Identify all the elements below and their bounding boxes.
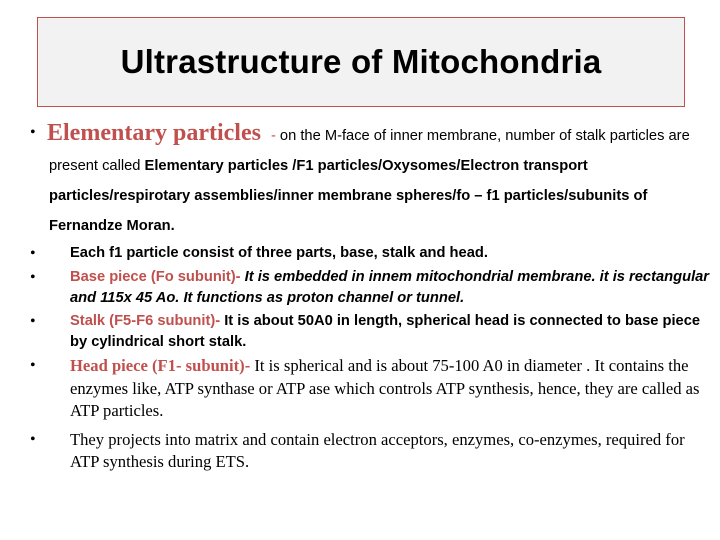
bullet-item-base-piece (30, 267, 710, 309)
bullet-marker: • (30, 245, 36, 262)
bullet-item-head-piece (30, 355, 710, 423)
bullet-bold-text: Elementary particles /F1 particles/Oxysomes/Electron transport particles/respirotary assemblies/inner membrane spheres/fo – f1 particles/subunits of Fernandze Moran. (49, 158, 648, 234)
bullet-item-elementary-particles (30, 118, 710, 241)
bullet-list (30, 118, 710, 474)
bullet-heading: Head piece (F1- subunit)- (70, 356, 251, 375)
bullet-item-f1-particle (30, 243, 710, 264)
bullet-heading: Base piece (Fo subunit)- (70, 269, 241, 285)
bullet-text: on the M-face of inner membrane, number of stalk particles are present called (49, 128, 690, 174)
bullet-marker: • (30, 430, 36, 448)
slide-title: Ultrastructure of Mitochondria (120, 43, 602, 80)
bullet-marker: • (30, 313, 36, 330)
bullet-text: It is embedded in innem mitochondrial membrane. it is rectangular and 115x 45 Ao. It functions as proton channel or tunnel. (70, 269, 710, 306)
bullet-text: They projects into matrix and contain electron acceptors, enzymes, co-enzymes, required for ATP synthesis during ETS. (70, 429, 685, 471)
title-box (37, 17, 685, 107)
bullet-heading: Stalk (F5-F6 subunit)- (70, 313, 221, 329)
bullet-marker: • (30, 357, 36, 374)
bullet-text: It is spherical and is about 75-100 A0 in diameter . It contains the enzymes like, ATP synthase or ATP ase which controls ATP synthesis, hence, they are called as ATP particles. (70, 356, 700, 420)
heading-dash: - (270, 128, 276, 144)
bullet-heading: Elementary particles (47, 120, 261, 146)
bullet-marker: • (30, 124, 36, 141)
bullet-text: Each f1 particle consist of three parts, base, stalk and head. (70, 245, 488, 261)
bullet-text: It is about 50A0 in length, spherical head is connected to base piece by cylindrical short stalk. (70, 313, 701, 350)
bullet-item-stalk (30, 311, 710, 353)
bullet-item-matrix (30, 429, 710, 474)
bullet-marker: • (30, 269, 36, 286)
